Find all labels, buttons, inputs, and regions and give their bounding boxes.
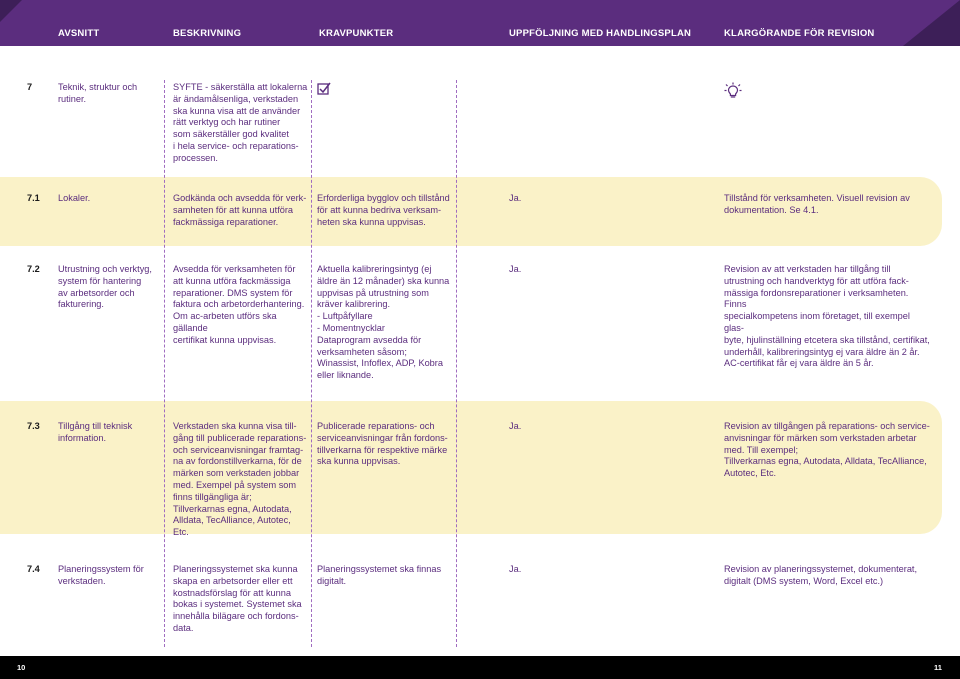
- footer-bar: [0, 656, 960, 679]
- section-number: 7.1: [27, 193, 40, 203]
- page-number-left: 10: [17, 663, 26, 672]
- avsnitt-cell: Teknik, struktur och rutiner.: [58, 82, 138, 104]
- header-bar: [0, 0, 960, 64]
- checkbox-icon: [317, 82, 331, 101]
- uppfoljning-cell: Ja.: [509, 564, 522, 574]
- lightbulb-icon: [724, 82, 742, 105]
- section-number: 7.3: [27, 421, 40, 431]
- column-divider: [164, 80, 165, 647]
- avsnitt-cell: Utrustning och verktyg, system för hantering av arbetsorder och fakturering.: [58, 264, 152, 310]
- avsnitt-cell: Tillgång till teknisk information.: [58, 421, 133, 443]
- klargorande-cell: Revision av tillgången på reparations- och service- anvisningar för märken som verkstaden arbetar med. Till exempel; Tillverkarnas egna, Autodata, Alldata, TecAlliance, Autotec, Etc.: [724, 421, 930, 479]
- header-col-kravpunkter: KRAVPUNKTER: [319, 28, 394, 39]
- kravpunkter-cell: Aktuella kalibreringsintyg (ej äldre än 12 månader) ska kunna uppvisas på utrustning som kräver kalibrering. - Luftpåfyllare - Momentnycklar Dataprogram avsedda för verksamheten såsom; Winassist, Infoflex, ADP, Kobra eller liknande.: [317, 264, 450, 381]
- column-divider: [311, 80, 312, 647]
- kravpunkter-cell: Erforderliga bygglov och tillstånd för att kunna bedriva verksam- heten ska kunna uppvisas.: [317, 193, 450, 227]
- kravpunkter-cell: Publicerade reparations- och serviceanvisningar från fordons- tillverkarna för respektive märke ska kunna uppvisas.: [317, 421, 448, 467]
- section-number: 7: [27, 82, 33, 92]
- header-col-uppfoljning: UPPFÖLJNING MED HANDLINGSPLAN: [509, 28, 692, 39]
- avsnitt-cell: Lokaler.: [58, 193, 91, 203]
- header-col-klargorande: KLARGÖRANDE FÖR REVISION: [724, 28, 875, 39]
- klargorande-cell: Revision av planeringssystemet, dokumenterat, digitalt (DMS system, Word, Excel etc.): [724, 564, 918, 586]
- kravpunkter-cell: Planeringssystemet ska finnas digitalt.: [317, 564, 442, 586]
- header-col-beskrivning: BESKRIVNING: [173, 28, 242, 39]
- uppfoljning-cell: Ja.: [509, 421, 522, 431]
- uppfoljning-cell: Ja.: [509, 264, 522, 274]
- section-number: 7.2: [27, 264, 40, 274]
- beskrivning-cell: Verkstaden ska kunna visa till- gång till publicerade reparations- och serviceanvisningar framtag- na av fordonstillverkarna, för de märken som verkstaden jobbar med. Exempel på system som finns tillgängliga är; Tillverkarnas egna, Autodata, Alldata, TecAlliance, Autotec, Etc.: [173, 421, 307, 538]
- page-number-right: 11: [934, 663, 942, 672]
- avsnitt-cell: Planeringssystem för verkstaden.: [58, 564, 144, 586]
- uppfoljning-cell: Ja.: [509, 193, 522, 203]
- header-col-avsnitt: AVSNITT: [58, 28, 100, 39]
- section-number: 7.4: [27, 564, 40, 574]
- beskrivning-cell: SYFTE - säkerställa att lokalerna är ändamålsenliga, verkstaden ska kunna visa att de använder rätt verktyg och har rutiner som säkerställer god kvalitet i hela service- och reparations- processen.: [173, 82, 308, 163]
- klargorande-cell: Tillstånd för verksamheten. Visuell revision av dokumentation. Se 4.1.: [724, 193, 910, 215]
- beskrivning-cell: Godkända och avsedda för verk- samheten för att kunna utföra fackmässiga reparationer.: [173, 193, 307, 227]
- beskrivning-cell: Avsedda för verksamheten för att kunna utföra fackmässiga reparationer. DMS system för faktura och arbetorderhantering. Om ac-arbeten utförs ska gällande certifikat kunna uppvisas.: [173, 264, 305, 345]
- beskrivning-cell: Planeringssystemet ska kunna skapa en arbetsorder eller ett kostnadsförslag för att kunna bokas i systemet. Systemet ska innehålla bilägare och fordons- data.: [173, 564, 302, 633]
- klargorande-cell: Revision av att verkstaden har tillgång till utrustning och handverktyg för att utföra fack- mässiga fordonsreparationer i verksamheten. Finns specialkompetens inom företaget, till exempel glas- byte, hjulinställning etcetera ska tillstånd, certifikat, underhåll, kalibreringsintyg ej vara äldre än 2 år. AC-certifikat får ej vara äldre än 5 år.: [724, 264, 930, 369]
